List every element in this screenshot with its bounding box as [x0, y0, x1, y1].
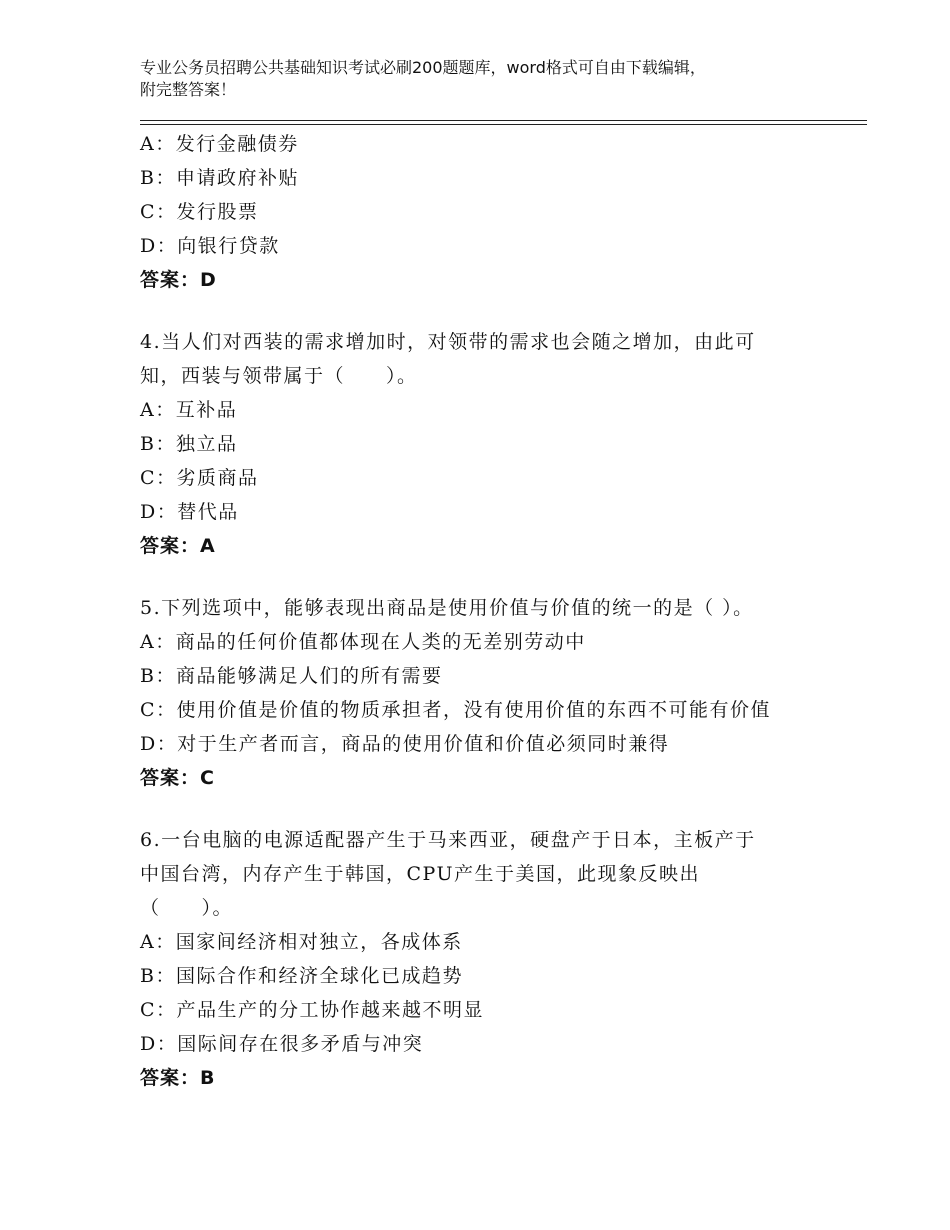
option-a: A：互补品: [140, 399, 238, 421]
option-c: C：产品生产的分工协作越来越不明显: [140, 999, 485, 1021]
option-b: B：申请政府补贴: [140, 167, 299, 189]
header-line-2: 附完整答案！: [140, 80, 237, 99]
question-stem: （ ）。: [140, 897, 234, 919]
option-a: A：商品的任何价值都体现在人类的无差别劳动中: [140, 631, 586, 653]
question-5: [140, 591, 840, 795]
question-stem: 6.一台电脑的电源适配器产生于马来西亚，硬盘产于日本，主板产于: [140, 829, 756, 851]
document-header: [140, 57, 820, 101]
option-b: B：独立品: [140, 433, 238, 455]
question-stem: 中国台湾，内存产生于韩国，CPU产生于美国，此现象反映出: [140, 863, 701, 885]
option-c: C：使用价值是价值的物质承担者，没有使用价值的东西不可能有价值: [140, 699, 772, 721]
header-divider-thick: [140, 120, 867, 121]
answer-label: 答案：B: [140, 1067, 216, 1089]
question-3: [140, 127, 840, 297]
option-d: D：国际间存在很多矛盾与冲突: [140, 1033, 424, 1055]
option-d: D：替代品: [140, 501, 239, 523]
header-line-1: 专业公务员招聘公共基础知识考试必刷200题题库，word格式可自由下载编辑，: [140, 58, 706, 77]
option-c: C：劣质商品: [140, 467, 259, 489]
question-stem: 知，西装与领带属于（ ）。: [140, 365, 418, 387]
option-c: C：发行股票: [140, 201, 259, 223]
option-d: D：对于生产者而言，商品的使用价值和价值必须同时兼得: [140, 733, 670, 755]
answer-label: 答案：D: [140, 269, 217, 291]
answer-label: 答案：C: [140, 767, 215, 789]
question-stem: 4.当人们对西装的需求增加时，对领带的需求也会随之增加，由此可: [140, 331, 756, 353]
option-a: A：发行金融债券: [140, 133, 299, 155]
question-stem: 5.下列选项中，能够表现出商品是使用价值与价值的统一的是（ ）。: [140, 597, 754, 619]
option-d: D：向银行贷款: [140, 235, 280, 257]
option-b: B：商品能够满足人们的所有需要: [140, 665, 443, 687]
answer-label: 答案：A: [140, 535, 216, 557]
question-6: [140, 823, 840, 1095]
question-list: [140, 127, 840, 1095]
question-4: [140, 325, 840, 563]
option-a: A：国家间经济相对独立，各成体系: [140, 931, 463, 953]
header-divider-thin: [140, 124, 867, 125]
option-b: B：国际合作和经济全球化已成趋势: [140, 965, 463, 987]
